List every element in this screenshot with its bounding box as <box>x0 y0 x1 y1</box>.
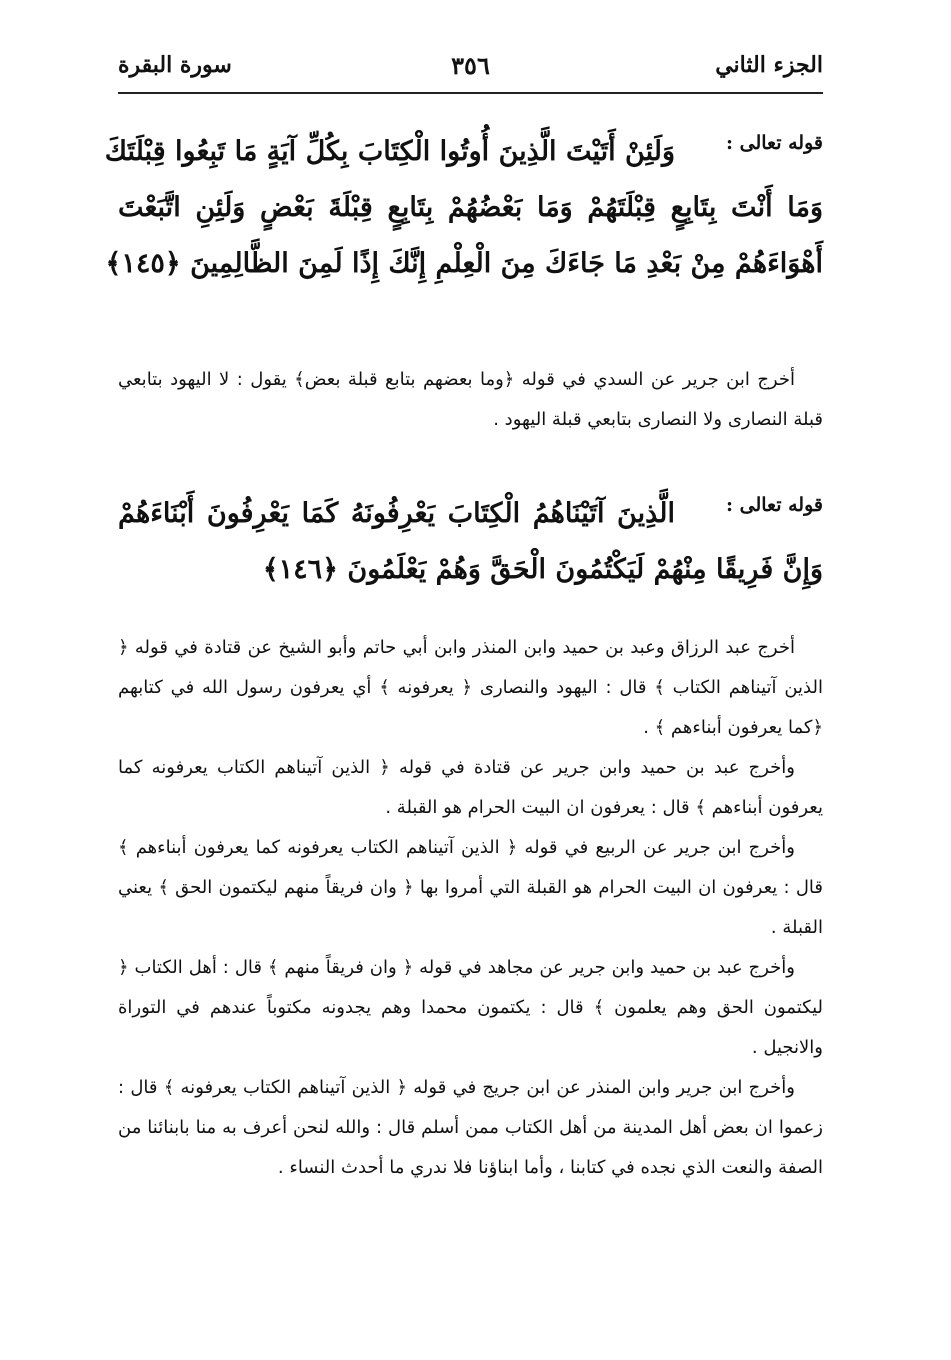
commentary-paragraph: وأخرج عبد بن حميد وابن جرير عن مجاهد في قوله ﴿ وان فريقاً منهم ﴾ قال : أهل الكتاب ﴿ ليكتمون الحق وهم يعلمون ﴾ قال : يكتمون محمدا وهم يجدونه مكتوباً عندهم في التوراة والانجيل . <box>118 957 823 1058</box>
verse-block-146 <box>118 486 823 598</box>
surah-title: سورة البقرة <box>118 52 232 78</box>
verse-line: وَإِنَّ فَرِيقًا مِنْهُمْ لَيَكْتُمُونَ الْحَقَّ وَهُمْ يَعْلَمُونَ ﴿١٤٦﴾ <box>262 554 823 585</box>
commentary-146 <box>118 628 823 1188</box>
commentary-145 <box>118 360 823 440</box>
verse-intro: قوله تعالى : <box>726 132 823 154</box>
verse-line: وَلَئِنْ أَتَيْتَ الَّذِينَ أُوتُوا الْكِتَابَ بِكُلِّ آيَةٍ مَا تَبِعُوا قِبْلَتَكَ <box>104 136 675 167</box>
part-title: الجزء الثاني <box>715 52 823 78</box>
header-rule <box>118 92 823 94</box>
commentary-paragraph: أخرج ابن جرير عن السدي في قوله ﴿وما بعضهم بتابع قبلة بعض﴾ يقول : لا اليهود بتابعي قبلة النصارى ولا النصارى بتابعي قبلة اليهود . <box>118 369 823 430</box>
commentary-paragraph: وأخرج عبد بن حميد وابن جرير عن قتادة في قوله ﴿ الذين آتيناهم الكتاب يعرفونه كما يعرفون أبناءهم ﴾ قال : يعرفون ان البيت الحرام هو القبلة . <box>118 757 823 818</box>
page-number: ٣٥٦ <box>451 50 490 80</box>
commentary-paragraph: وأخرج ابن جرير عن الربيع في قوله ﴿ الذين آتيناهم الكتاب يعرفونه كما يعرفون أبناءهم ﴾ قال : يعرفون ان البيت الحرام هو القبلة التي أمروا بها ﴿ وان فريقاً منهم ليكتمون الحق ﴾ يعني القبلة . <box>118 837 823 938</box>
commentary-paragraph: أخرج عبد الرزاق وعبد بن حميد وابن المنذر وابن أبي حاتم وأبو الشيخ عن قتادة في قوله ﴿ الذين آتيناهم الكتاب ﴾ قال : اليهود والنصارى ﴿ يعرفونه ﴾ أي يعرفون رسول الله في كتابهم ﴿كما يعرفون أبناءهم ﴾ . <box>118 637 823 738</box>
verse-line: وَمَا أَنْتَ بِتَابِعٍ قِبْلَتَهُمْ وَمَا بَعْضُهُمْ بِتَابِعٍ قِبْلَةَ بَعْضٍ وَلَئِنِ اتَّبَعْتَ <box>118 192 823 223</box>
page-header <box>118 40 823 90</box>
verse-intro: قوله تعالى : <box>726 494 823 516</box>
verse-line: أَهْوَاءَهُمْ مِنْ بَعْدِ مَا جَاءَكَ مِنَ الْعِلْمِ إِنَّكَ إِذًا لَمِنَ الظَّالِمِينَ ﴿١٤٥﴾ <box>105 248 823 279</box>
commentary-paragraph: وأخرج ابن جرير وابن المنذر عن ابن جريج في قوله ﴿ الذين آتيناهم الكتاب يعرفونه ﴾ قال : زعموا ان بعض أهل المدينة من أهل الكتاب ممن أسلم قال : والله لنحن أعرف به منا بابنائنا من الصفة والنعت الذي نجده في كتابنا ، وأما ابناؤنا فلا ندري ما أحدث النساء . <box>118 1077 823 1178</box>
verse-line: الَّذِينَ آتَيْنَاهُمُ الْكِتَابَ يَعْرِفُونَهُ كَمَا يَعْرِفُونَ أَبْنَاءَهُمْ <box>118 498 675 529</box>
verse-block-145 <box>104 124 823 292</box>
